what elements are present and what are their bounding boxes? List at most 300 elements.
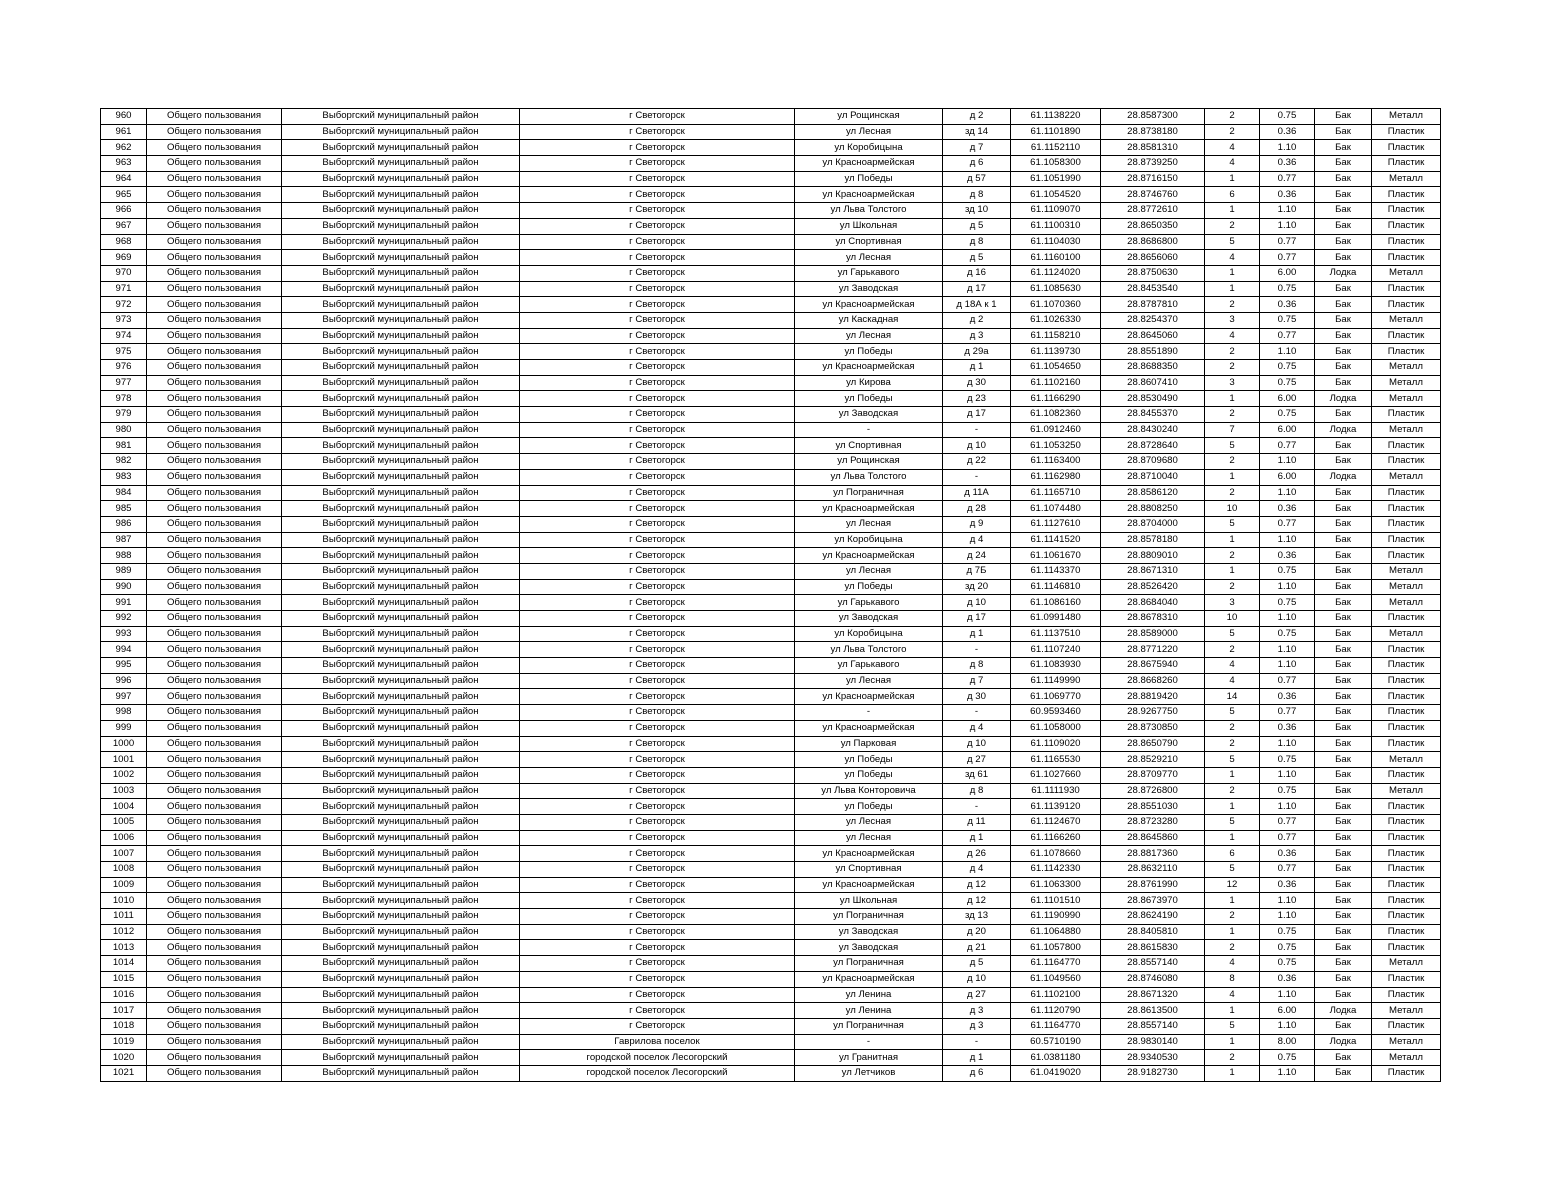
container-count-cell: 12 [1205,877,1260,893]
house-cell: зд 61 [943,767,1011,783]
district-cell: Выборгский муниципальный район [282,689,520,705]
house-cell: д 6 [943,1065,1011,1081]
settlement-cell: г Светогорск [520,626,795,642]
container-count-cell: 2 [1205,736,1260,752]
settlement-cell: г Светогорск [520,563,795,579]
usage-type-cell: Общего пользования [147,187,282,203]
house-cell: д 23 [943,391,1011,407]
district-cell: Выборгский муниципальный район [282,203,520,219]
house-cell: д 27 [943,987,1011,1003]
volume-cell: 0.36 [1260,548,1315,564]
latitude-cell: 61.1166290 [1011,391,1101,407]
latitude-cell: 61.1146810 [1011,579,1101,595]
district-cell: Выборгский муниципальный район [282,783,520,799]
house-cell: д 21 [943,940,1011,956]
longitude-cell: 28.8254370 [1101,312,1205,328]
container-count-cell: 1 [1205,1034,1260,1050]
latitude-cell: 61.1027660 [1011,767,1101,783]
row-number-cell: 966 [101,203,147,219]
container-count-cell: 2 [1205,940,1260,956]
volume-cell: 1.10 [1260,203,1315,219]
row-number-cell: 1002 [101,767,147,783]
volume-cell: 0.75 [1260,360,1315,376]
container-type-cell: Бак [1315,705,1372,721]
house-cell: д 11 [943,814,1011,830]
house-cell: д 57 [943,171,1011,187]
settlement-cell: г Светогорск [520,140,795,156]
longitude-cell: 28.8557140 [1101,1018,1205,1034]
row-number-cell: 1006 [101,830,147,846]
usage-type-cell: Общего пользования [147,705,282,721]
latitude-cell: 61.1138220 [1011,109,1101,125]
street-cell: ул Красноармейская [795,689,943,705]
material-cell: Пластик [1372,940,1441,956]
row-number-cell: 1010 [101,893,147,909]
table-row [101,360,1441,376]
longitude-cell: 28.8817360 [1101,846,1205,862]
settlement-cell: г Светогорск [520,297,795,313]
material-cell: Пластик [1372,501,1441,517]
row-number-cell: 995 [101,658,147,674]
row-number-cell: 972 [101,297,147,313]
row-number-cell: 1017 [101,1003,147,1019]
table-row [101,438,1441,454]
volume-cell: 1.10 [1260,344,1315,360]
district-cell: Выборгский муниципальный район [282,454,520,470]
street-cell: ул Пограничная [795,909,943,925]
house-cell: д 7Б [943,563,1011,579]
street-cell: ул Победы [795,752,943,768]
house-cell: д 20 [943,924,1011,940]
district-cell: Выборгский муниципальный район [282,140,520,156]
material-cell: Пластик [1372,877,1441,893]
container-count-cell: 5 [1205,752,1260,768]
table-row [101,281,1441,297]
longitude-cell: 28.8726800 [1101,783,1205,799]
longitude-cell: 28.8686800 [1101,234,1205,250]
row-number-cell: 974 [101,328,147,344]
row-number-cell: 1014 [101,956,147,972]
district-cell: Выборгский муниципальный район [282,595,520,611]
district-cell: Выборгский муниципальный район [282,1050,520,1066]
row-number-cell: 998 [101,705,147,721]
table-row [101,454,1441,470]
usage-type-cell: Общего пользования [147,1050,282,1066]
longitude-cell: 28.8787810 [1101,297,1205,313]
longitude-cell: 28.8557140 [1101,956,1205,972]
house-cell: д 4 [943,532,1011,548]
street-cell: ул Красноармейская [795,187,943,203]
table-row [101,846,1441,862]
settlement-cell: г Светогорск [520,705,795,721]
street-cell: ул Гарькавого [795,658,943,674]
table-row [101,862,1441,878]
street-cell: ул Ленина [795,987,943,1003]
street-cell: ул Заводская [795,407,943,423]
volume-cell: 1.10 [1260,485,1315,501]
container-count-cell: 4 [1205,987,1260,1003]
latitude-cell: 61.1107240 [1011,642,1101,658]
settlement-cell: г Светогорск [520,454,795,470]
house-cell: - [943,422,1011,438]
row-number-cell: 983 [101,469,147,485]
longitude-cell: 28.8671320 [1101,987,1205,1003]
row-number-cell: 1004 [101,799,147,815]
material-cell: Металл [1372,422,1441,438]
table-row [101,156,1441,172]
district-cell: Выборгский муниципальный район [282,297,520,313]
container-count-cell: 1 [1205,924,1260,940]
volume-cell: 0.36 [1260,720,1315,736]
longitude-cell: 28.8650350 [1101,218,1205,234]
row-number-cell: 1019 [101,1034,147,1050]
street-cell: ул Лесная [795,673,943,689]
house-cell: д 5 [943,218,1011,234]
container-count-cell: 1 [1205,799,1260,815]
container-count-cell: 3 [1205,375,1260,391]
latitude-cell: 61.1070360 [1011,297,1101,313]
volume-cell: 1.10 [1260,218,1315,234]
material-cell: Пластик [1372,328,1441,344]
material-cell: Пластик [1372,218,1441,234]
volume-cell: 6.00 [1260,265,1315,281]
volume-cell: 0.36 [1260,297,1315,313]
house-cell: д 4 [943,862,1011,878]
material-cell: Пластик [1372,156,1441,172]
latitude-cell: 61.1139730 [1011,344,1101,360]
district-cell: Выборгский муниципальный район [282,1034,520,1050]
district-cell: Выборгский муниципальный район [282,360,520,376]
settlement-cell: г Светогорск [520,736,795,752]
longitude-cell: 28.9830140 [1101,1034,1205,1050]
street-cell: ул Победы [795,344,943,360]
usage-type-cell: Общего пользования [147,846,282,862]
usage-type-cell: Общего пользования [147,924,282,940]
longitude-cell: 28.8586120 [1101,485,1205,501]
row-number-cell: 1008 [101,862,147,878]
settlement-cell: г Светогорск [520,971,795,987]
volume-cell: 0.75 [1260,1050,1315,1066]
volume-cell: 0.36 [1260,877,1315,893]
street-cell: ул Красноармейская [795,846,943,862]
house-cell: д 18А к 1 [943,297,1011,313]
district-cell: Выборгский муниципальный район [282,234,520,250]
latitude-cell: 61.1078660 [1011,846,1101,862]
container-count-cell: 2 [1205,783,1260,799]
row-number-cell: 981 [101,438,147,454]
latitude-cell: 61.1064880 [1011,924,1101,940]
container-type-cell: Бак [1315,156,1372,172]
container-type-cell: Бак [1315,438,1372,454]
street-cell: ул Коробицына [795,626,943,642]
district-cell: Выборгский муниципальный район [282,956,520,972]
settlement-cell: г Светогорск [520,422,795,438]
district-cell: Выборгский муниципальный район [282,375,520,391]
latitude-cell: 61.1142330 [1011,862,1101,878]
row-number-cell: 999 [101,720,147,736]
table-row [101,1018,1441,1034]
container-type-cell: Бак [1315,548,1372,564]
longitude-cell: 28.8710040 [1101,469,1205,485]
longitude-cell: 28.8808250 [1101,501,1205,517]
latitude-cell: 61.0991480 [1011,611,1101,627]
container-type-cell: Бак [1315,109,1372,125]
longitude-cell: 28.8673970 [1101,893,1205,909]
latitude-cell: 61.1063300 [1011,877,1101,893]
material-cell: Металл [1372,595,1441,611]
district-cell: Выборгский муниципальный район [282,124,520,140]
row-number-cell: 973 [101,312,147,328]
volume-cell: 0.77 [1260,673,1315,689]
volume-cell: 0.36 [1260,187,1315,203]
longitude-cell: 28.8738180 [1101,124,1205,140]
street-cell: ул Заводская [795,940,943,956]
district-cell: Выборгский муниципальный район [282,611,520,627]
settlement-cell: г Светогорск [520,689,795,705]
volume-cell: 0.77 [1260,705,1315,721]
material-cell: Пластик [1372,720,1441,736]
street-cell: ул Кирова [795,375,943,391]
usage-type-cell: Общего пользования [147,218,282,234]
container-type-cell: Бак [1315,767,1372,783]
material-cell: Пластик [1372,814,1441,830]
container-type-cell: Бак [1315,846,1372,862]
material-cell: Пластик [1372,924,1441,940]
volume-cell: 0.36 [1260,124,1315,140]
row-number-cell: 970 [101,265,147,281]
settlement-cell: г Светогорск [520,799,795,815]
street-cell: ул Летчиков [795,1065,943,1081]
house-cell: д 16 [943,265,1011,281]
table-row [101,124,1441,140]
volume-cell: 0.75 [1260,783,1315,799]
district-cell: Выборгский муниципальный район [282,1065,520,1081]
usage-type-cell: Общего пользования [147,391,282,407]
volume-cell: 6.00 [1260,469,1315,485]
district-cell: Выборгский муниципальный район [282,1003,520,1019]
container-count-cell: 7 [1205,422,1260,438]
latitude-cell: 61.1082360 [1011,407,1101,423]
container-count-cell: 4 [1205,140,1260,156]
longitude-cell: 28.8728640 [1101,438,1205,454]
volume-cell: 1.10 [1260,799,1315,815]
settlement-cell: г Светогорск [520,532,795,548]
latitude-cell: 61.0381180 [1011,1050,1101,1066]
usage-type-cell: Общего пользования [147,501,282,517]
longitude-cell: 28.8678310 [1101,611,1205,627]
longitude-cell: 28.8453540 [1101,281,1205,297]
usage-type-cell: Общего пользования [147,297,282,313]
table-row [101,830,1441,846]
settlement-cell: г Светогорск [520,846,795,862]
street-cell: - [795,705,943,721]
material-cell: Пластик [1372,642,1441,658]
usage-type-cell: Общего пользования [147,736,282,752]
street-cell: ул Спортивная [795,862,943,878]
volume-cell: 6.00 [1260,391,1315,407]
material-cell: Пластик [1372,846,1441,862]
material-cell: Пластик [1372,862,1441,878]
volume-cell: 0.36 [1260,846,1315,862]
material-cell: Металл [1372,109,1441,125]
longitude-cell: 28.8671310 [1101,563,1205,579]
usage-type-cell: Общего пользования [147,140,282,156]
table-row [101,658,1441,674]
latitude-cell: 61.1101890 [1011,124,1101,140]
usage-type-cell: Общего пользования [147,469,282,485]
longitude-cell: 28.8615830 [1101,940,1205,956]
volume-cell: 1.10 [1260,893,1315,909]
house-cell: - [943,705,1011,721]
container-type-cell: Бак [1315,658,1372,674]
longitude-cell: 28.8589000 [1101,626,1205,642]
material-cell: Пластик [1372,438,1441,454]
table-row [101,595,1441,611]
table-row [101,611,1441,627]
row-number-cell: 1021 [101,1065,147,1081]
house-cell: д 8 [943,234,1011,250]
row-number-cell: 994 [101,642,147,658]
usage-type-cell: Общего пользования [147,454,282,470]
row-number-cell: 990 [101,579,147,595]
table-row [101,971,1441,987]
house-cell: д 3 [943,1003,1011,1019]
latitude-cell: 61.1074480 [1011,501,1101,517]
row-number-cell: 1012 [101,924,147,940]
house-cell: д 10 [943,736,1011,752]
material-cell: Металл [1372,312,1441,328]
house-cell: д 3 [943,1018,1011,1034]
latitude-cell: 61.1158210 [1011,328,1101,344]
material-cell: Пластик [1372,548,1441,564]
volume-cell: 0.36 [1260,156,1315,172]
usage-type-cell: Общего пользования [147,203,282,219]
house-cell: д 8 [943,658,1011,674]
district-cell: Выборгский муниципальный район [282,705,520,721]
table-row [101,626,1441,642]
house-cell: д 12 [943,877,1011,893]
longitude-cell: 28.8430240 [1101,422,1205,438]
table-row [101,720,1441,736]
latitude-cell: 61.1058000 [1011,720,1101,736]
table-row [101,171,1441,187]
volume-cell: 1.10 [1260,454,1315,470]
container-type-cell: Бак [1315,862,1372,878]
table-row [101,312,1441,328]
container-type-cell: Бак [1315,407,1372,423]
district-cell: Выборгский муниципальный район [282,862,520,878]
district-cell: Выборгский муниципальный район [282,422,520,438]
district-cell: Выборгский муниципальный район [282,720,520,736]
street-cell: ул Красноармейская [795,156,943,172]
usage-type-cell: Общего пользования [147,752,282,768]
street-cell: ул Красноармейская [795,360,943,376]
street-cell: ул Заводская [795,924,943,940]
material-cell: Пластик [1372,736,1441,752]
street-cell: ул Победы [795,171,943,187]
house-cell: д 4 [943,720,1011,736]
container-count-cell: 1 [1205,171,1260,187]
container-type-cell: Лодка [1315,391,1372,407]
table-row [101,422,1441,438]
volume-cell: 1.10 [1260,987,1315,1003]
material-cell: Металл [1372,752,1441,768]
street-cell: ул Каскадная [795,312,943,328]
table-row [101,407,1441,423]
latitude-cell: 61.1111930 [1011,783,1101,799]
container-type-cell: Бак [1315,501,1372,517]
container-count-cell: 2 [1205,109,1260,125]
row-number-cell: 968 [101,234,147,250]
container-type-cell: Бак [1315,595,1372,611]
container-count-cell: 4 [1205,328,1260,344]
table-row [101,297,1441,313]
latitude-cell: 61.1026330 [1011,312,1101,328]
settlement-cell: г Светогорск [520,862,795,878]
house-cell: д 28 [943,501,1011,517]
row-number-cell: 992 [101,611,147,627]
usage-type-cell: Общего пользования [147,862,282,878]
volume-cell: 1.10 [1260,658,1315,674]
material-cell: Металл [1372,360,1441,376]
row-number-cell: 989 [101,563,147,579]
material-cell: Пластик [1372,516,1441,532]
usage-type-cell: Общего пользования [147,1018,282,1034]
house-cell: д 10 [943,971,1011,987]
container-type-cell: Бак [1315,987,1372,1003]
container-count-cell: 2 [1205,360,1260,376]
street-cell: ул Красноармейская [795,501,943,517]
house-cell: д 11А [943,485,1011,501]
container-count-cell: 4 [1205,658,1260,674]
latitude-cell: 61.1102100 [1011,987,1101,1003]
street-cell: - [795,1034,943,1050]
street-cell: ул Красноармейская [795,971,943,987]
table-row [101,532,1441,548]
house-cell: - [943,642,1011,658]
table-row [101,140,1441,156]
container-count-cell: 2 [1205,124,1260,140]
container-type-cell: Бак [1315,203,1372,219]
house-cell: зд 20 [943,579,1011,595]
material-cell: Пластик [1372,971,1441,987]
latitude-cell: 61.1149990 [1011,673,1101,689]
district-cell: Выборгский муниципальный район [282,187,520,203]
row-number-cell: 984 [101,485,147,501]
container-type-cell: Бак [1315,799,1372,815]
house-cell: д 7 [943,140,1011,156]
latitude-cell: 61.0419020 [1011,1065,1101,1081]
usage-type-cell: Общего пользования [147,438,282,454]
container-type-cell: Лодка [1315,1034,1372,1050]
settlement-cell: г Светогорск [520,830,795,846]
settlement-cell: г Светогорск [520,579,795,595]
table-row [101,375,1441,391]
settlement-cell: г Светогорск [520,234,795,250]
container-count-cell: 2 [1205,218,1260,234]
house-cell: д 6 [943,156,1011,172]
volume-cell: 0.36 [1260,971,1315,987]
house-cell: д 29а [943,344,1011,360]
settlement-cell: г Светогорск [520,218,795,234]
settlement-cell: Гаврилова поселок [520,1034,795,1050]
row-number-cell: 967 [101,218,147,234]
settlement-cell: г Светогорск [520,344,795,360]
house-cell: д 17 [943,281,1011,297]
table-row [101,642,1441,658]
volume-cell: 8.00 [1260,1034,1315,1050]
volume-cell: 1.10 [1260,532,1315,548]
